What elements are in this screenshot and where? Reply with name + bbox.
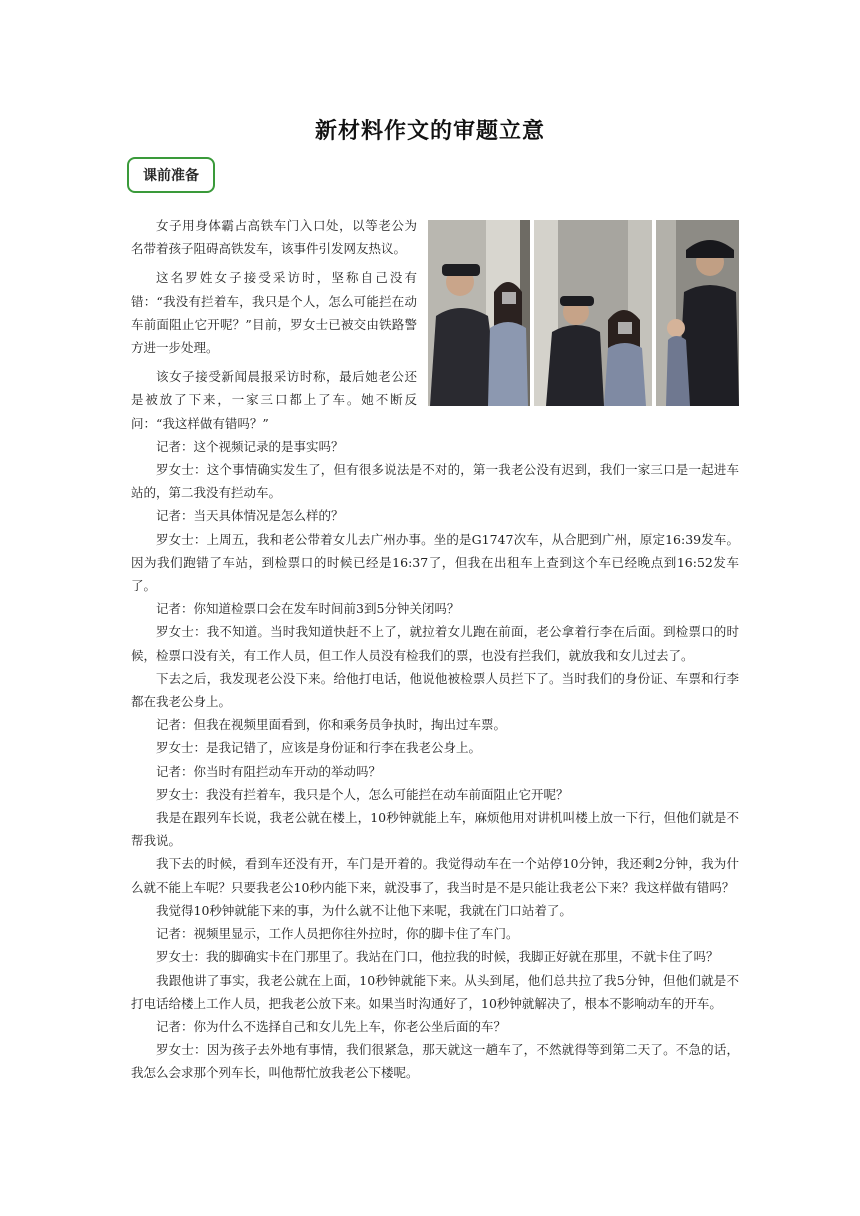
interview-paragraph: 记者：当天具体情况是怎么样的？ [156, 508, 344, 524]
interview-paragraph: 我是在跟列车长说，我老公就在楼上，10秒钟就能上车，麻烦他用对讲机叫楼上放一下行，但他们就是不帮我说。 [131, 810, 739, 849]
interview-paragraph: 下去之后，我发现老公没下来。给他打电话，他说他被检票人员拦下了。当时我们的身份证、车票和行李都在我老公身上。 [131, 670, 739, 710]
interview-paragraph: 罗女士：我的脚确实卡在门那里了。我站在门口，他拉我的时候，我脚正好就在那里，不就卡住了吗？ [156, 949, 719, 965]
interview-paragraph: 记者：但我在视频里面看到，你和乘务员争执时，掏出过车票。 [156, 717, 507, 733]
article-body [131, 214, 739, 1085]
interview-paragraph: 罗女士：上周五，我和老公带着女儿去广州办事。坐的是G1747次车，从合肥到广州，原定16:39发车。因为我们跑错了车站，到检票口的时候已经是16:37了，但我在出租车上查到这个车已经晚点到16:52发车了。 [131, 531, 739, 594]
section-badge: 课前准备 [127, 157, 215, 193]
interview-paragraph: 罗女士：是我记错了，应该是身份证和行李在我老公身上。 [156, 740, 482, 756]
interview-paragraph: 记者：这个视频记录的是事实吗？ [156, 438, 344, 454]
intro-paragraph: 这名罗姓女子接受采访时，坚称自己没有错：“我没有拦着车，我只是个人，怎么可能拦在动车前面阻止它开呢？”目前，罗女士已被交由铁路警方进一步处理。 [131, 270, 417, 356]
interview-paragraph: 我跟他讲了事实，我老公就在上面，10秒钟就能下来。从头到尾，他们总共拉了我5分钟，但他们就是不打电话给楼上工作人员，把我老公放下来。如果当时沟通好了，10秒钟就解决了，根本不影响动车的开车。 [131, 972, 739, 1011]
interview-paragraph: 记者：你为什么不选择自己和女儿先上车，你老公坐后面的车？ [156, 1018, 507, 1034]
intro-paragraph: 女子用身体霸占高铁车门入口处，以等老公为名带着孩子阻碍高铁发车，该事件引发网友热议。 [131, 218, 417, 257]
interview-paragraph: 罗女士：我没有拦着车，我只是个人，怎么可能拦在动车前面阻止它开呢？ [156, 786, 569, 802]
photo-spacer [417, 214, 739, 410]
intro-paragraph: 该女子接受新闻晨报采访时称，最后她老公还是被放了下来，一家三口都上了车。她不断反问：“我这样做有错吗？” [131, 369, 417, 431]
interview-paragraph: 记者：你当时有阻拦动车开动的举动吗？ [156, 763, 382, 779]
interview-paragraph: 我下去的时候，看到车还没有开，车门是开着的。我觉得动车在一个站停10分钟，我还剩2分钟，我为什么就不能上车呢？只要我老公10秒内能下来，就没事了，我当时是不是只能让我老公下来？我这样做有错吗？ [131, 856, 739, 895]
interview-paragraph: 罗女士：这个事情确实发生了，但有很多说法是不对的，第一我老公没有迟到，我们一家三口是一起进车站的，第二我没有拦动车。 [131, 462, 739, 501]
interview-paragraph: 记者：视频里显示，工作人员把你往外拉时，你的脚卡住了车门。 [156, 926, 519, 942]
interview-paragraph: 我觉得10秒钟就能下来的事，为什么就不让他下来呢，我就在门口站着了。 [156, 902, 572, 918]
interview-paragraph: 罗女士：因为孩子去外地有事情，我们很紧急，那天就这一趟车了，不然就得等到第二天了。不急的话，我怎么会求那个列车长，叫他帮忙放我老公下楼呢。 [131, 1042, 739, 1081]
page-title: 新材料作文的审题立意 [314, 118, 545, 144]
interview-paragraph: 记者：你知道检票口会在发车时间前3到5分钟关闭吗？ [156, 601, 460, 617]
interview-paragraph: 罗女士：我不知道。当时我知道快赶不上了，就拉着女儿跑在前面，老公拿着行李在后面。到检票口的时候，检票口没有关，有工作人员，但工作人员没有检我们的票，也没有拦我们，就放我和女儿过去了。 [131, 624, 739, 663]
